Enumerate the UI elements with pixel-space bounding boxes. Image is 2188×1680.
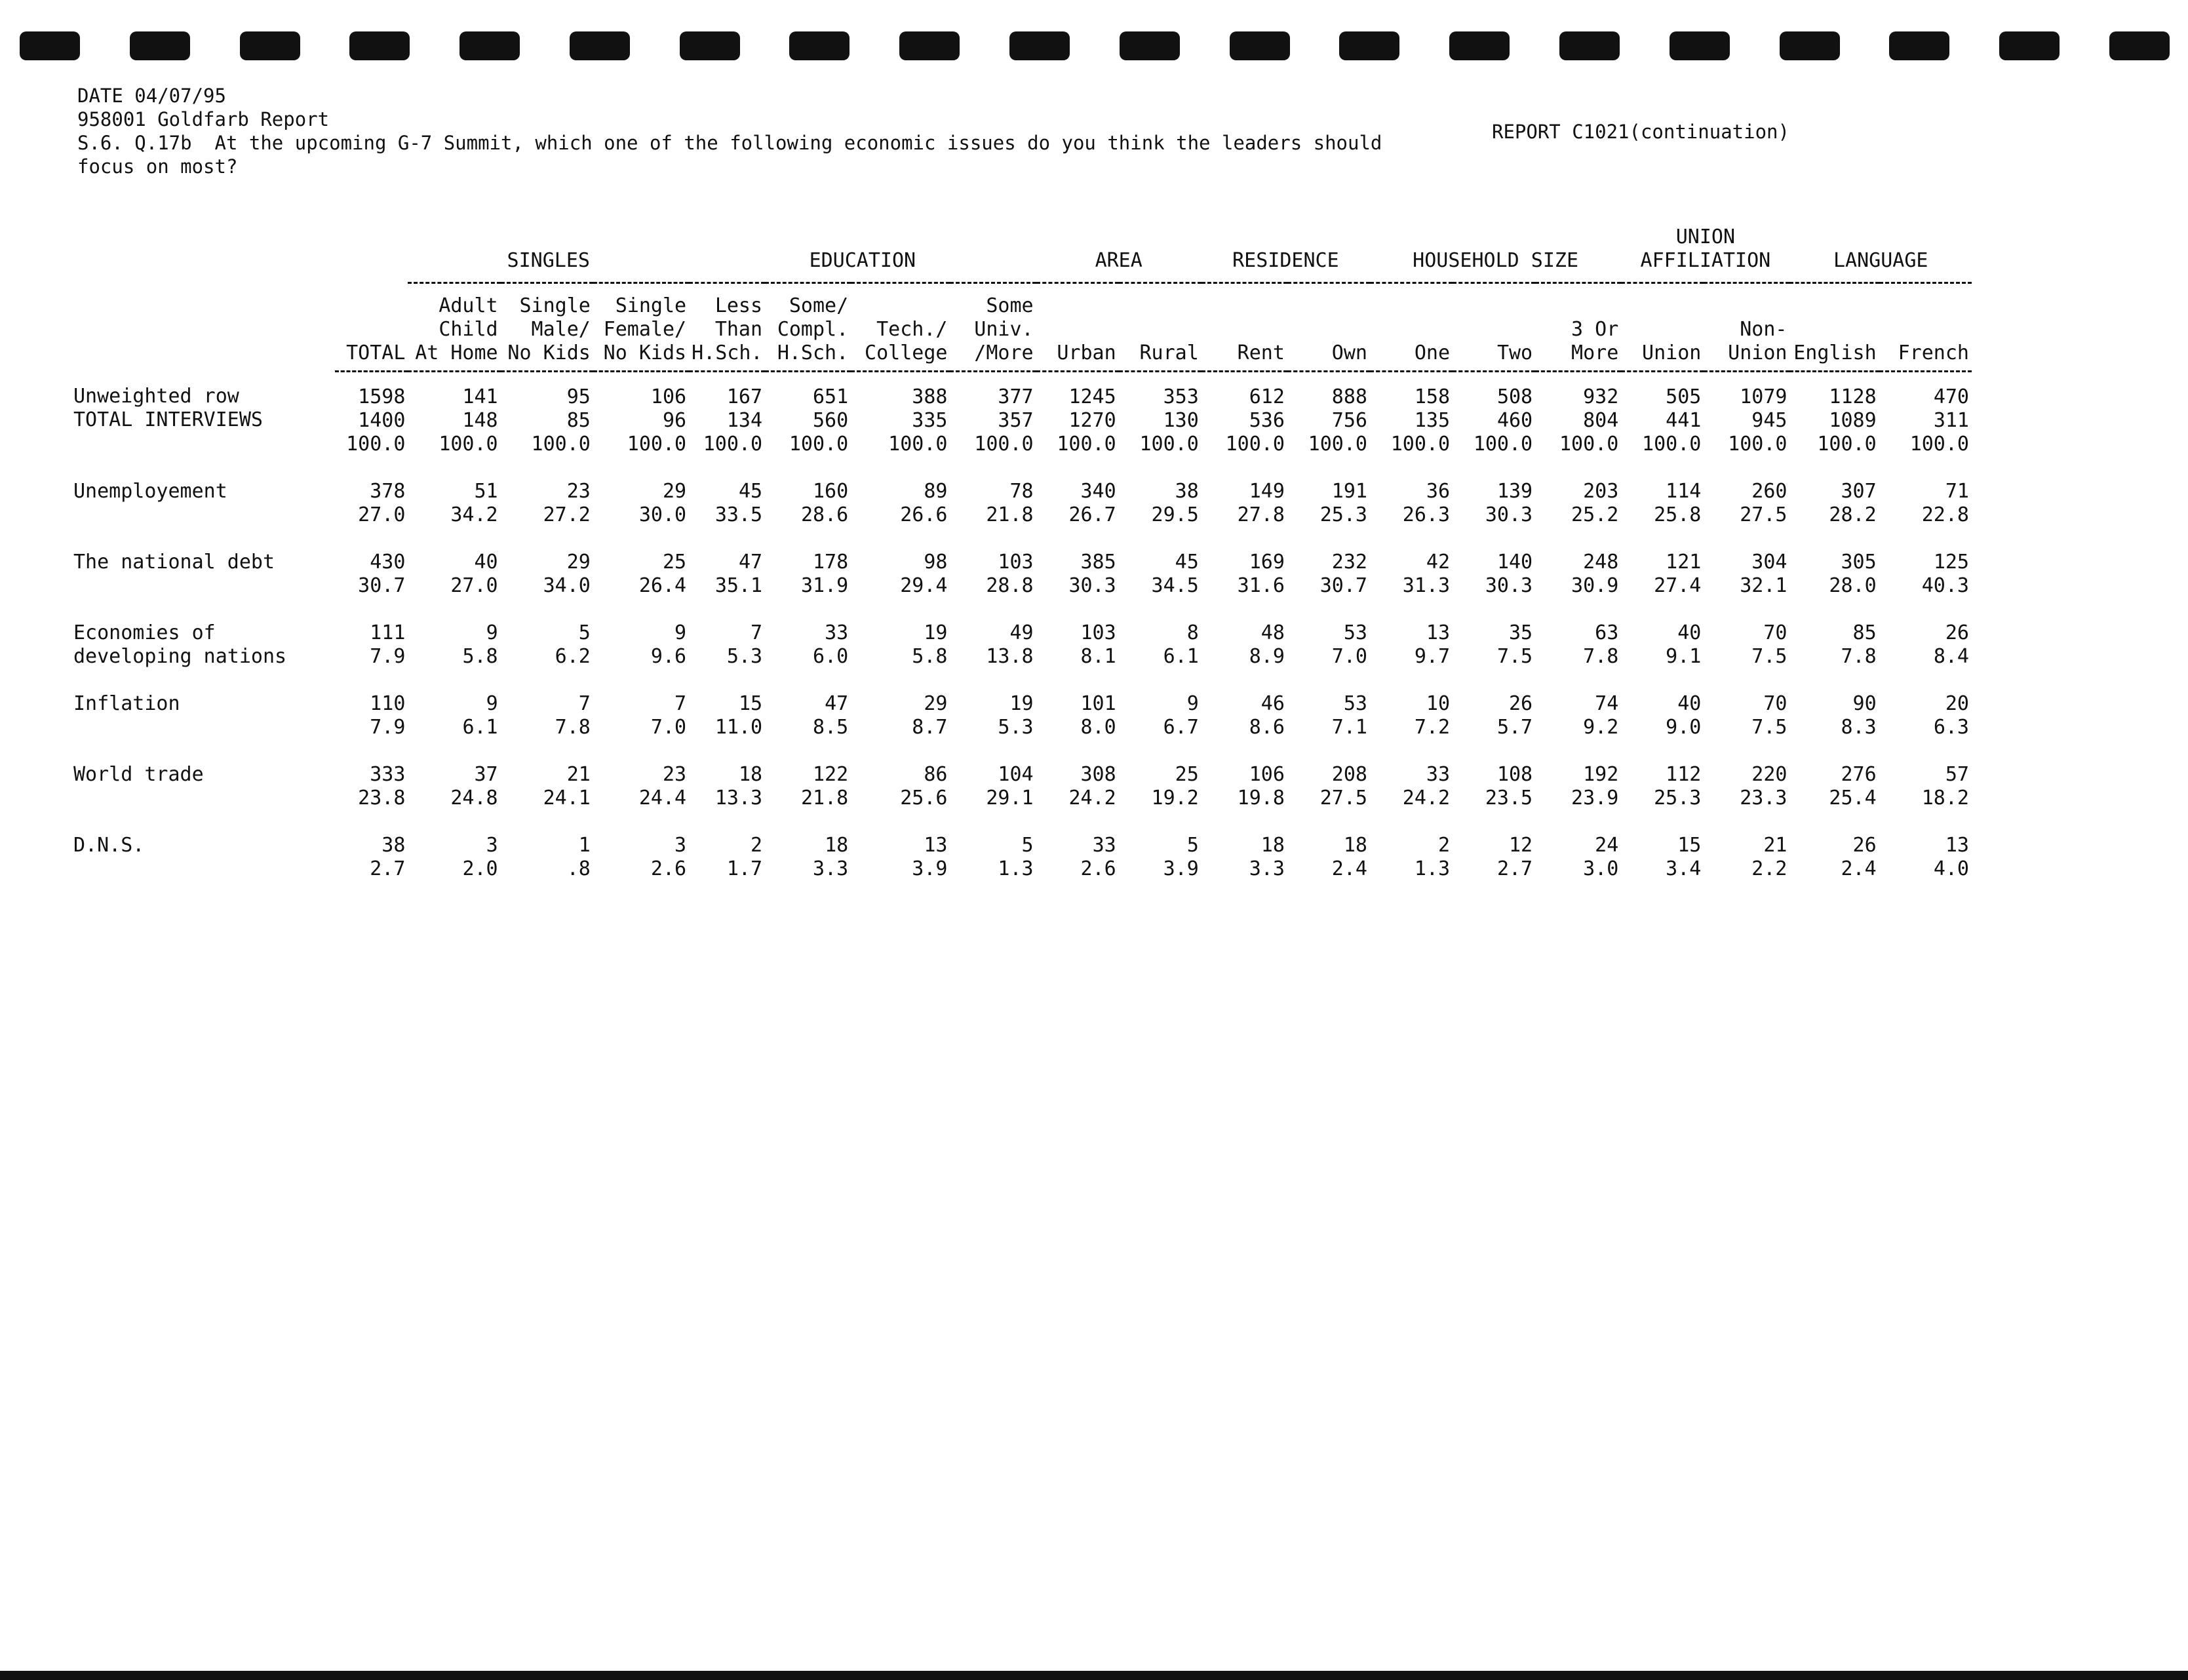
table-cell: 7 5.3: [726, 621, 763, 668]
table-cell: 40 27.0: [450, 551, 498, 597]
column-header: Some/ Compl. H.Sch.: [765, 283, 851, 372]
group-header-row: [71, 216, 1972, 283]
table-cell: 9 9.6: [650, 621, 687, 668]
table-cell: 208 27.5: [1319, 763, 1367, 810]
scan-bottom-edge: [0, 1671, 2188, 1680]
table-body: [71, 372, 1972, 882]
table-cell: 21 2.2: [1751, 834, 1788, 880]
table-cell: 5 1.3: [998, 834, 1034, 880]
table-cell: 29 8.7: [912, 692, 948, 739]
column-header: TOTAL: [335, 283, 408, 372]
table-cell: 377 357 100.0: [974, 385, 1034, 456]
table-cell: 103 8.1: [1080, 621, 1116, 668]
column-group-header: AREA: [1036, 216, 1201, 283]
table-cell: 71 22.8: [1921, 480, 1969, 526]
punch-hole: [349, 31, 410, 60]
table-cell: 33 2.6: [1080, 834, 1116, 880]
column-header: Union: [1621, 283, 1704, 372]
column-header: Rent: [1201, 283, 1287, 372]
table-cell: 19 5.8: [912, 621, 948, 668]
table-cell: 114 25.8: [1654, 480, 1702, 526]
table-cell: 48 8.9: [1249, 621, 1285, 668]
column-header: English: [1789, 283, 1879, 372]
report-id: REPORT C1021(continuation): [1492, 121, 1789, 143]
column-header: Tech./ College: [851, 283, 950, 372]
punch-hole: [1230, 31, 1290, 60]
crosstab-table: [71, 216, 1972, 881]
table-row: [71, 669, 1972, 739]
table-cell: 38 2.7: [370, 834, 406, 880]
punch-hole: [1449, 31, 1510, 60]
column-group-header: UNION AFFILIATION: [1621, 216, 1789, 283]
table-cell: 89 26.6: [900, 480, 948, 526]
punch-hole: [899, 31, 960, 60]
punch-hole: [240, 31, 300, 60]
table-cell: 45 33.5: [714, 480, 763, 526]
punch-hole: [1120, 31, 1180, 60]
table-cell: 98 29.4: [900, 551, 948, 597]
table-cell: 3 2.6: [650, 834, 687, 880]
table-cell: 9 5.8: [462, 621, 498, 668]
table-cell: 70 7.5: [1751, 692, 1788, 739]
column-group-header: EDUCATION: [689, 216, 1036, 283]
column-header: Two: [1453, 283, 1535, 372]
table-cell: 108 23.5: [1485, 763, 1533, 810]
punch-hole-strip: [20, 31, 2170, 63]
column-header: Some Univ. /More: [950, 283, 1036, 372]
table-cell: 25 19.2: [1151, 763, 1199, 810]
table-cell: 70 7.5: [1751, 621, 1788, 668]
punch-hole: [459, 31, 520, 60]
table-cell: 35 7.5: [1496, 621, 1533, 668]
table-cell: 78 21.8: [986, 480, 1034, 526]
column-header: One: [1370, 283, 1453, 372]
table-cell: 21 24.1: [543, 763, 591, 810]
punch-hole: [1780, 31, 1840, 60]
table-cell: 232 30.7: [1319, 551, 1367, 597]
punch-hole: [570, 31, 630, 60]
question-line-2: focus on most?: [77, 155, 238, 178]
table-cell: 8 6.1: [1163, 621, 1199, 668]
row-label: World trade: [73, 763, 204, 786]
table-cell: 104 29.1: [986, 763, 1034, 810]
column-header: Own: [1287, 283, 1370, 372]
table-cell: 10 7.2: [1414, 692, 1451, 739]
table-cell: 13 4.0: [1933, 834, 1969, 880]
table-cell: 9 6.7: [1163, 692, 1199, 739]
table-cell: 5 3.9: [1163, 834, 1199, 880]
table-cell: 106 19.8: [1237, 763, 1285, 810]
column-header: 3 Or More: [1535, 283, 1621, 372]
table-cell: 308 24.2: [1068, 763, 1116, 810]
table-cell: 141 148 100.0: [439, 385, 498, 456]
table-cell: 29 34.0: [543, 551, 591, 597]
table-cell: 26 8.4: [1933, 621, 1969, 668]
table-cell: 13 9.7: [1414, 621, 1451, 668]
table-cell: 111 7.9: [370, 621, 406, 668]
table-cell: 340 26.7: [1068, 480, 1116, 526]
row-label: Inflation: [73, 692, 180, 715]
table-cell: 125 40.3: [1921, 551, 1969, 597]
table-cell: 42 31.3: [1402, 551, 1451, 597]
table-cell: 508 460 100.0: [1473, 385, 1533, 456]
column-group-header: HOUSEHOLD SIZE: [1370, 216, 1621, 283]
column-header: Single Male/ No Kids: [501, 283, 593, 372]
table-cell: 25 26.4: [638, 551, 687, 597]
table-cell: 220 23.3: [1740, 763, 1788, 810]
row-label: Economies of developing nations: [73, 621, 287, 668]
table-cell: 18 2.4: [1331, 834, 1367, 880]
table-cell: 149 27.8: [1237, 480, 1285, 526]
punch-hole: [680, 31, 740, 60]
table-cell: 26 2.4: [1841, 834, 1877, 880]
table-cell: 20 6.3: [1933, 692, 1969, 739]
table-cell: 5 6.2: [555, 621, 591, 668]
punch-hole: [1009, 31, 1070, 60]
table-cell: 1245 1270 100.0: [1057, 385, 1116, 456]
table-cell: 57 18.2: [1921, 763, 1969, 810]
table-cell: 95 85 100.0: [531, 385, 591, 456]
table-cell: 40 9.0: [1666, 692, 1702, 739]
table-cell: 7 7.8: [555, 692, 591, 739]
column-group-header: SINGLES: [408, 216, 689, 283]
table-cell: 505 441 100.0: [1642, 385, 1702, 456]
table-cell: 122 21.8: [800, 763, 849, 810]
table-cell: 37 24.8: [450, 763, 498, 810]
punch-hole: [1889, 31, 1949, 60]
table-cell: 353 130 100.0: [1139, 385, 1199, 456]
report-name: 958001 Goldfarb Report: [77, 108, 330, 130]
table-cell: 169 31.6: [1237, 551, 1285, 597]
column-group-header: [71, 216, 408, 283]
table-cell: 248 30.9: [1571, 551, 1619, 597]
table-cell: 103 28.8: [986, 551, 1034, 597]
table-cell: 36 26.3: [1402, 480, 1451, 526]
table-cell: 203 25.2: [1571, 480, 1619, 526]
column-header-row: [71, 283, 1972, 372]
table-row: [71, 810, 1972, 881]
table-cell: 140 30.3: [1485, 551, 1533, 597]
table-row: [71, 456, 1972, 527]
punch-hole: [2109, 31, 2170, 60]
punch-hole: [20, 31, 80, 60]
table-cell: 53 7.0: [1331, 621, 1367, 668]
table-cell: 932 804 100.0: [1559, 385, 1619, 456]
report-header: [77, 84, 1382, 178]
table-cell: 160 28.6: [800, 480, 849, 526]
table-cell: 38 29.5: [1151, 480, 1199, 526]
table-cell: 23 27.2: [543, 480, 591, 526]
punch-hole: [1339, 31, 1399, 60]
table-cell: 29 30.0: [638, 480, 687, 526]
table-cell: 101 8.0: [1080, 692, 1116, 739]
table-cell: 23 24.4: [638, 763, 687, 810]
table-cell: 139 30.3: [1485, 480, 1533, 526]
column-header: [71, 283, 335, 372]
table-cell: 18 3.3: [813, 834, 849, 880]
table-cell: 12 2.7: [1496, 834, 1533, 880]
table-cell: 612 536 100.0: [1225, 385, 1285, 456]
table-cell: 90 8.3: [1841, 692, 1877, 739]
table-cell: 33 6.0: [813, 621, 849, 668]
table-cell: 18 3.3: [1249, 834, 1285, 880]
column-group-header: LANGUAGE: [1789, 216, 1972, 283]
table-cell: 112 25.3: [1654, 763, 1702, 810]
column-header: Rural: [1119, 283, 1201, 372]
table-cell: 2 1.7: [726, 834, 763, 880]
table-cell: 333 23.8: [358, 763, 406, 810]
table-cell: 121 27.4: [1654, 551, 1702, 597]
table-cell: 15 3.4: [1666, 834, 1702, 880]
table-cell: 110 7.9: [370, 692, 406, 739]
table-cell: 378 27.0: [358, 480, 406, 526]
column-header: Non- Union: [1704, 283, 1789, 372]
table-cell: 18 13.3: [714, 763, 763, 810]
report-date: DATE 04/07/95: [77, 85, 226, 107]
table-cell: 24 3.0: [1583, 834, 1619, 880]
table-cell: 430 30.7: [358, 551, 406, 597]
punch-hole: [1999, 31, 2060, 60]
punch-hole: [789, 31, 850, 60]
table-cell: 86 25.6: [900, 763, 948, 810]
table-cell: 74 9.2: [1583, 692, 1619, 739]
punch-hole: [130, 31, 190, 60]
table-cell: 651 560 100.0: [789, 385, 849, 456]
table-cell: 40 9.1: [1666, 621, 1702, 668]
table-cell: 260 27.5: [1740, 480, 1788, 526]
column-header: French: [1879, 283, 1972, 372]
table-cell: 191 25.3: [1319, 480, 1367, 526]
table-cell: 19 5.3: [998, 692, 1034, 739]
table-cell: 63 7.8: [1583, 621, 1619, 668]
table-cell: 7 7.0: [650, 692, 687, 739]
table-cell: 388 335 100.0: [888, 385, 948, 456]
table-cell: 26 5.7: [1496, 692, 1533, 739]
table-cell: 1128 1089 100.0: [1817, 385, 1877, 456]
table-cell: 167 134 100.0: [703, 385, 763, 456]
table-cell: 15 11.0: [714, 692, 763, 739]
punch-hole: [1670, 31, 1730, 60]
table-cell: 178 31.9: [800, 551, 849, 597]
table-cell: 13 3.9: [912, 834, 948, 880]
row-label: Unemployement: [73, 480, 227, 503]
table-cell: 51 34.2: [450, 480, 498, 526]
table-cell: 47 35.1: [714, 551, 763, 597]
table-cell: 49 13.8: [986, 621, 1034, 668]
table-cell: 2 1.3: [1414, 834, 1451, 880]
table-row: [71, 739, 1972, 810]
column-header: Adult Child At Home: [408, 283, 500, 372]
column-group-header: RESIDENCE: [1201, 216, 1370, 283]
table-cell: 46 8.6: [1249, 692, 1285, 739]
table-cell: 3 2.0: [462, 834, 498, 880]
row-label: Unweighted row TOTAL INTERVIEWS: [73, 384, 263, 431]
table-row: [71, 527, 1972, 598]
column-header: Single Female/ No Kids: [593, 283, 689, 372]
column-header: Urban: [1036, 283, 1119, 372]
row-label: The national debt: [73, 551, 275, 574]
table-cell: 47 8.5: [813, 692, 849, 739]
table-row: [71, 372, 1972, 457]
column-header: Less Than H.Sch.: [689, 283, 765, 372]
table-cell: 53 7.1: [1331, 692, 1367, 739]
table-cell: 470 311 100.0: [1909, 385, 1969, 456]
row-label: D.N.S.: [73, 834, 145, 857]
table-cell: 1598 1400 100.0: [346, 385, 406, 456]
table-row: [71, 598, 1972, 669]
table-cell: 305 28.0: [1829, 551, 1877, 597]
table-cell: 1079 945 100.0: [1728, 385, 1788, 456]
table-cell: 304 32.1: [1740, 551, 1788, 597]
table-cell: 9 6.1: [462, 692, 498, 739]
table-cell: 85 7.8: [1841, 621, 1877, 668]
table-cell: 385 30.3: [1068, 551, 1116, 597]
table-cell: 192 23.9: [1571, 763, 1619, 810]
table-cell: 45 34.5: [1151, 551, 1199, 597]
punch-hole: [1559, 31, 1620, 60]
table-cell: 106 96 100.0: [627, 385, 687, 456]
table-cell: 276 25.4: [1829, 763, 1877, 810]
table-cell: 1 .8: [566, 834, 591, 880]
table-cell: 158 135 100.0: [1390, 385, 1451, 456]
question-line-1: S.6. Q.17b At the upcoming G-7 Summit, which one of the following economic issues do you think the leaders should: [77, 132, 1382, 154]
table-cell: 307 28.2: [1829, 480, 1877, 526]
table-cell: 33 24.2: [1402, 763, 1451, 810]
table-cell: 888 756 100.0: [1308, 385, 1367, 456]
